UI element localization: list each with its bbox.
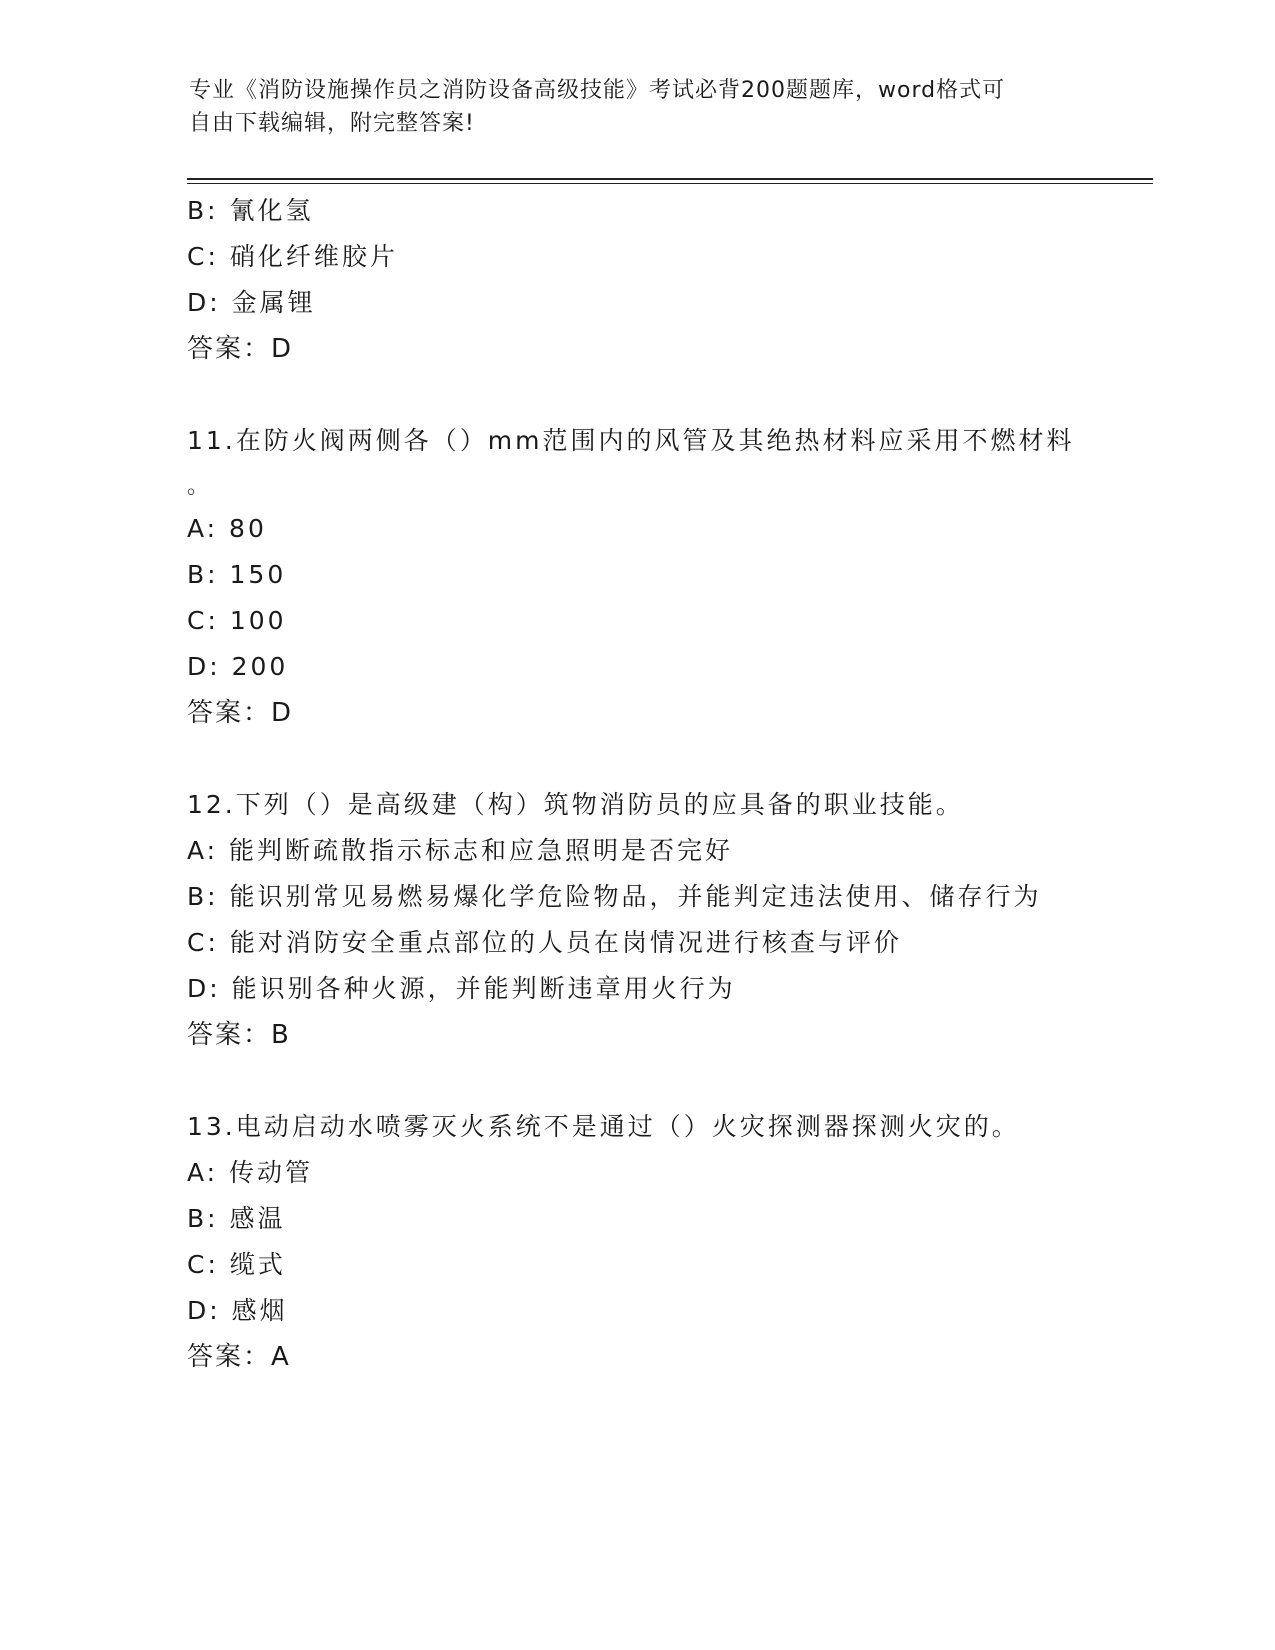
question-stem: 11.在防火阀两侧各（）mm范围内的风管及其绝热材料应采用不燃材料 [187, 426, 1075, 455]
option-a: A: 能判断疏散指示标志和应急照明是否完好 [187, 836, 734, 865]
option-b: B: 150 [187, 560, 287, 589]
option-c: C: 能对消防安全重点部位的人员在岗情况进行核查与评价 [187, 928, 902, 957]
option-d: D: 200 [187, 652, 289, 681]
question-12 [187, 782, 1107, 1058]
spacer [187, 372, 1107, 418]
option-c: C: 缆式 [187, 1250, 286, 1279]
option-a: A: 传动管 [187, 1158, 314, 1187]
partial-question [187, 188, 1107, 372]
option-c: C: 100 [187, 606, 287, 635]
answer-line: 答案：D [187, 698, 294, 728]
answer-line: 答案：A [187, 1342, 291, 1372]
option-b: B: 感温 [187, 1204, 286, 1233]
option-d: D: 金属锂 [187, 288, 316, 317]
option-b: B: 能识别常见易燃易爆化学危险物品，并能判定违法使用、储存行为 [187, 882, 1042, 911]
question-11 [187, 418, 1107, 736]
option-d: D: 能识别各种火源，并能判断违章用火行为 [187, 974, 736, 1003]
option-d: D: 感烟 [187, 1296, 288, 1325]
header-line-2: 自由下载编辑，附完整答案! [189, 111, 475, 136]
question-stem: 13.电动启动水喷雾灭火系统不是通过（）火灾探测器探测火灾的。 [187, 1112, 1020, 1141]
option-a: A: 80 [187, 514, 267, 543]
header-divider-thin [187, 183, 1153, 184]
header-divider-thick [187, 178, 1153, 180]
question-stem-continuation: 。 [187, 474, 213, 499]
document-header [189, 74, 1069, 140]
option-c: C: 硝化纤维胶片 [187, 242, 398, 271]
question-list [187, 188, 1107, 1380]
spacer [187, 1058, 1107, 1104]
option-b: B: 氰化氢 [187, 196, 314, 225]
spacer [187, 736, 1107, 782]
header-line-1: 专业《消防设施操作员之消防设备高级技能》考试必背200题题库，word格式可 [189, 78, 1006, 103]
question-stem: 12.下列（）是高级建（构）筑物消防员的应具备的职业技能。 [187, 790, 964, 819]
answer-line: 答案：D [187, 334, 294, 364]
question-13 [187, 1104, 1107, 1380]
answer-line: 答案：B [187, 1020, 291, 1050]
